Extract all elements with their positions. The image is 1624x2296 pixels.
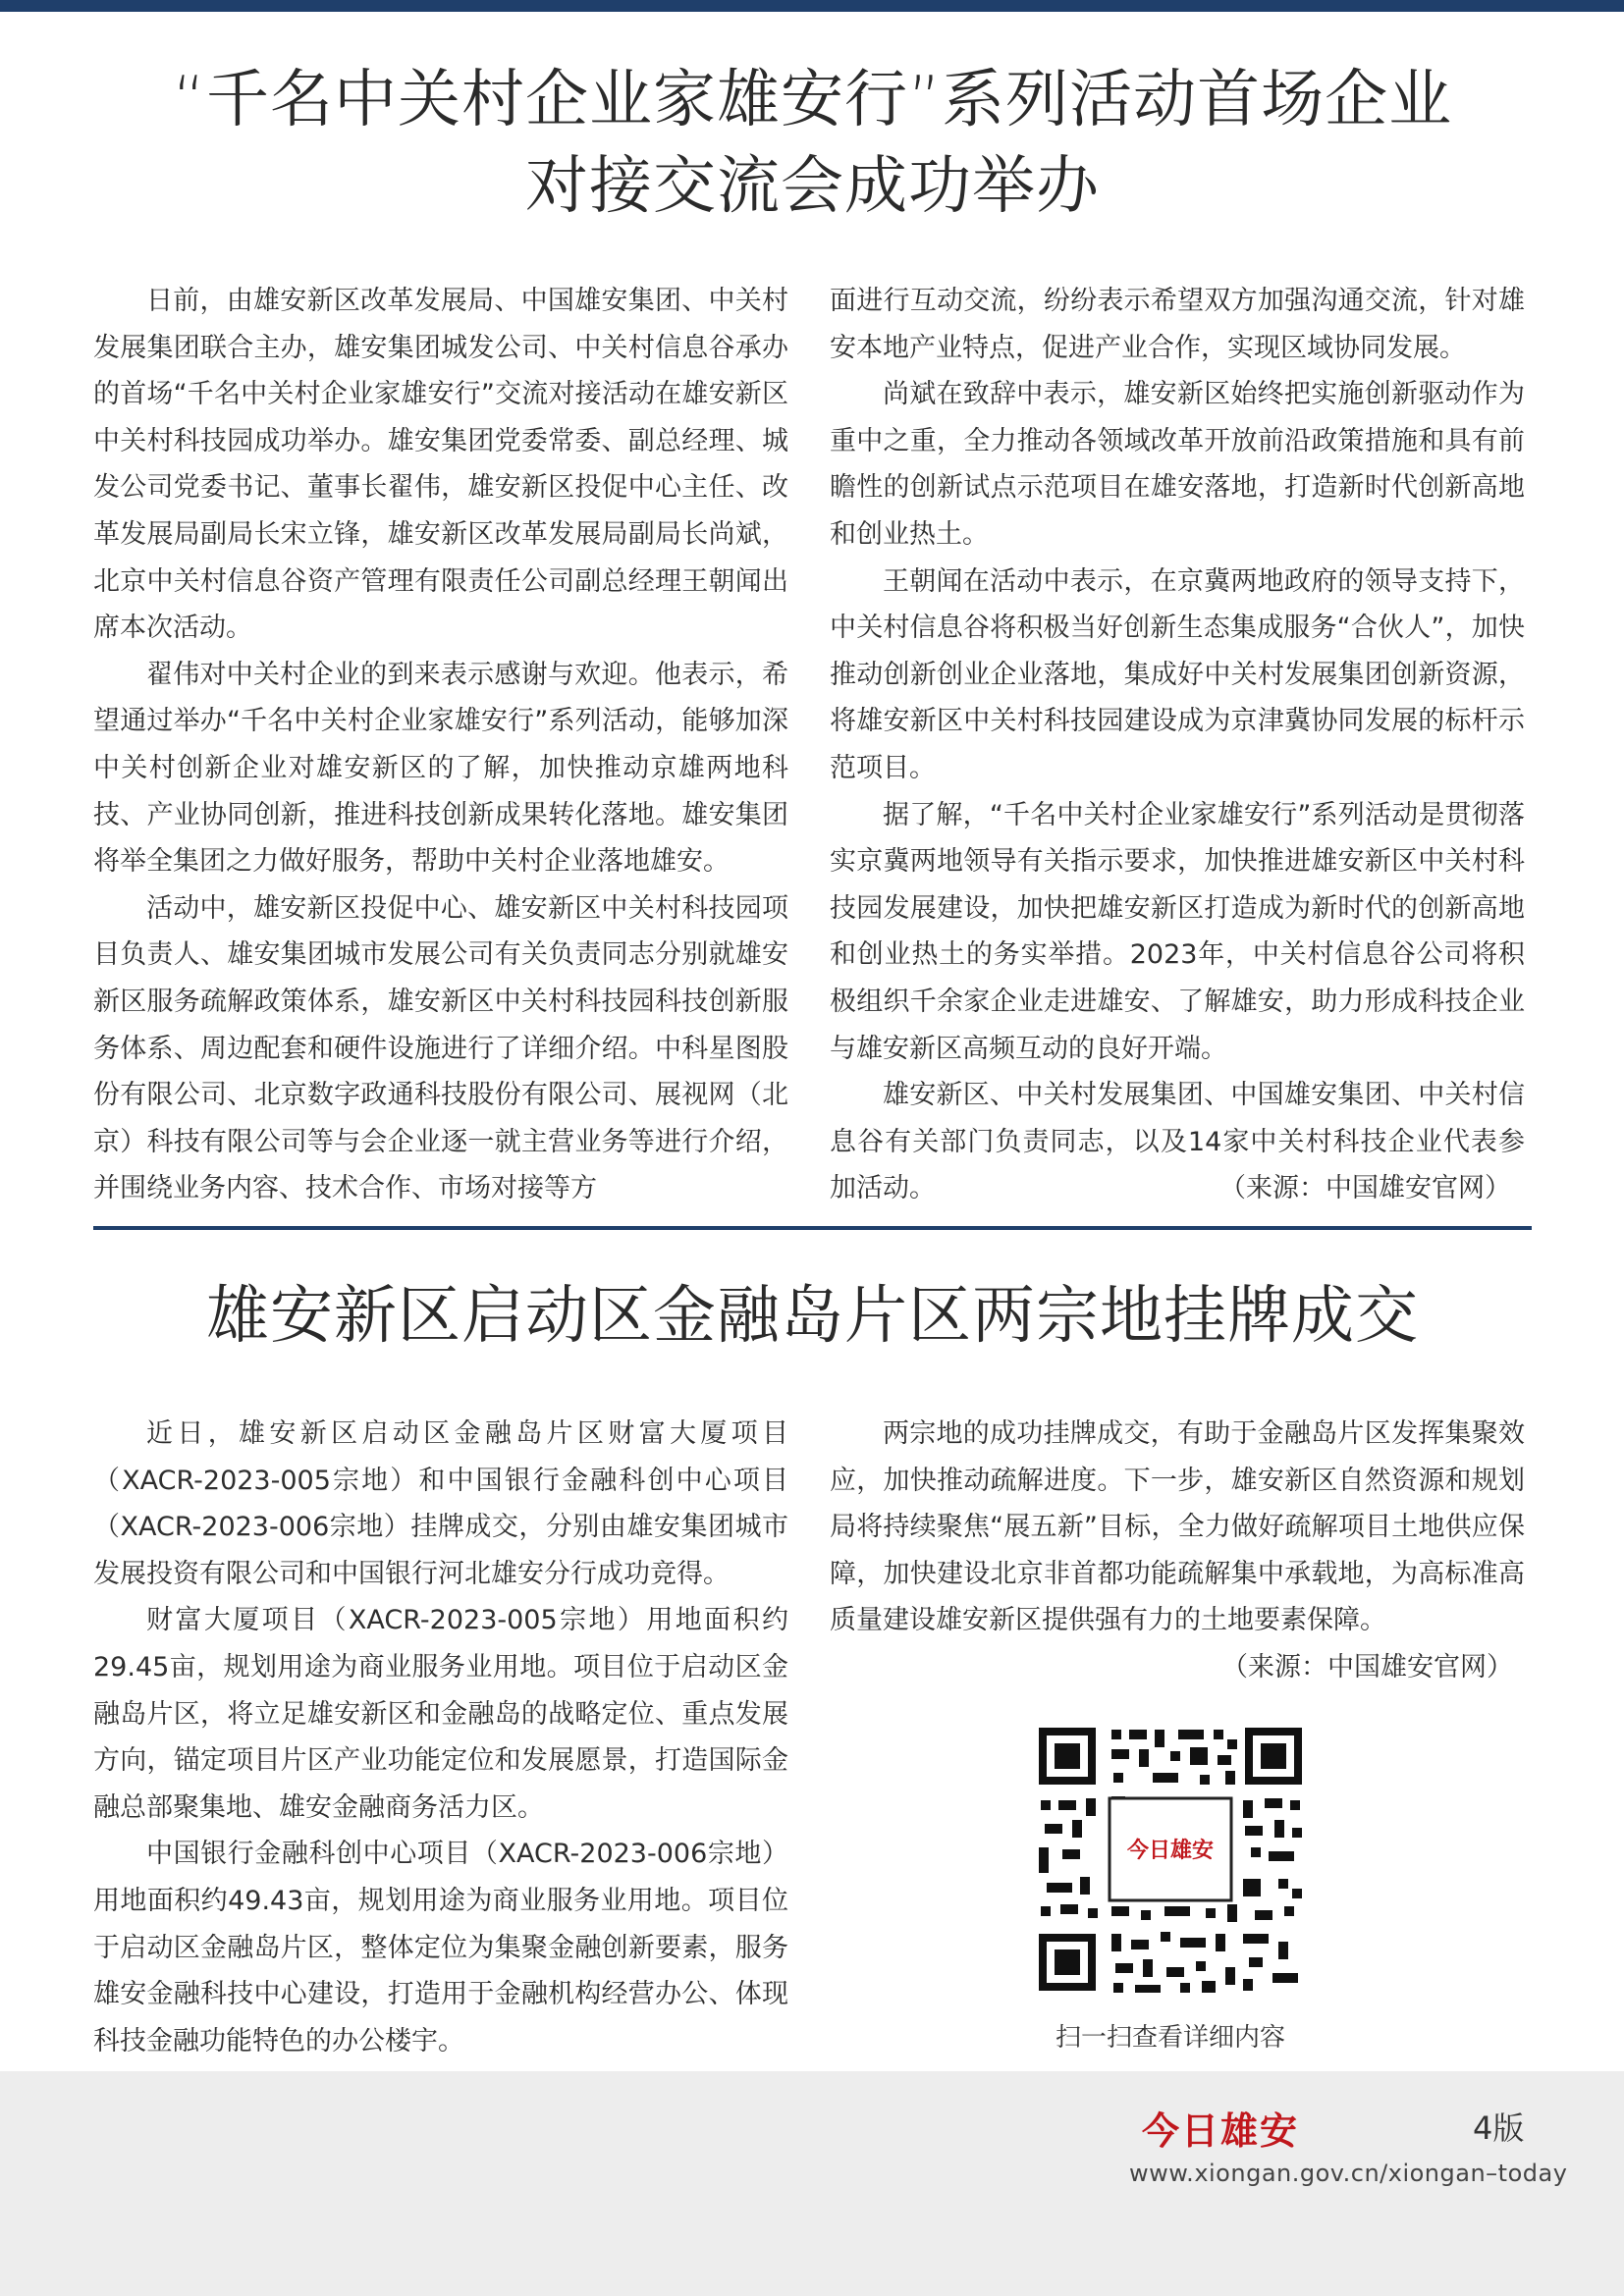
article2-headline: 雄安新区启动区金融岛片区两宗地挂牌成交 (206, 1280, 1419, 1353)
article1-right-column (830, 278, 1525, 1212)
article2-paragraph: 两宗地的成功挂牌成交，有助于金融岛片区发挥集聚效应，加快推动疏解进度。下一步，雄安新区自然资源和规划局将持续聚焦“展五新”目标，全力做好疏解项目土地供应保障，加快建设北京非首都功能疏解集中承载地，为高标准高质量建设雄安新区提供强有力的土地要素保障。 (830, 1418, 1525, 1636)
qr-code[interactable] (1033, 1722, 1308, 1997)
qr-center-label: 今日雄安 (1126, 1838, 1215, 1863)
article2-left-column (93, 1411, 788, 2064)
qr-caption: 扫一扫查看详细内容 (1055, 2023, 1285, 2053)
qr-code-icon (1033, 1722, 1308, 1997)
article1-paragraph: 王朝闻在活动中表示，在京冀两地政府的领导支持下，中关村信息谷将积极当好创新生态集成服务“合伙人”，加快推动创新创业企业落地，集成好中关村发展集团创新资源，将雄安新区中关村科技园建设成为京津冀协同发展的标杆示范项目。 (830, 565, 1525, 783)
article1-paragraph: 据了解，“千名中关村企业家雄安行”系列活动是贯彻落实京冀两地领导有关指示要求，加快推进雄安新区中关村科技园发展建设，加快把雄安新区打造成为新时代的创新高地和创业热土的务实举措。2023年，中关村信息谷公司将积极组织千余家企业走进雄安、了解雄安，助力形成科技企业与雄安新区高频互动的良好开端。 (830, 799, 1525, 1064)
article2-paragraph: 近日，雄安新区启动区金融岛片区财富大厦项目（XACR-2023-005宗地）和中国银行金融科创中心项目（XACR-2023-006宗地）挂牌成交，分别由雄安集团城市发展投资有限公司和中国银行河北雄安分行成功竞得。 (93, 1418, 788, 1589)
article2-paragraph: 财富大厦项目（XACR-2023-005宗地）用地面积约29.45亩，规划用途为商业服务业用地。项目位于启动区金融岛片区，将立足雄安新区和金融岛的战略定位、重点发展方向，锚定项目片区产业功能定位和发展愿景，打造国际金融总部聚集地、雄安金融商务活力区。 (93, 1605, 788, 1823)
section-divider (93, 1226, 1532, 1230)
article1-headline (93, 57, 1532, 230)
article1-title-line1: “千名中关村企业家雄安行”系列活动首场企业 (172, 64, 1453, 136)
article1-left-column (93, 278, 788, 1212)
article1-paragraph-text: 雄安新区、中关村发展集团、中国雄安集团、中关村信息谷有关部门负责同志，以及14家中关村科技企业代表参加活动。 (830, 1080, 1525, 1204)
article2-source: （来源：中国雄安官网） (1221, 1651, 1513, 1682)
page-number: 4版 (1473, 2109, 1525, 2147)
site-url-link[interactable]: www.xiongan.gov.cn/xiongan–today (1129, 2160, 1568, 2187)
article2-right-column (830, 1411, 1525, 1691)
publication-logo: 今日雄安 (1142, 2109, 1300, 2153)
article2-paragraph: 中国银行金融科创中心项目（XACR-2023-006宗地）用地面积约49.43亩，规划用途为商业服务业用地。项目位于启动区金融岛片区，整体定位为集聚金融创新要素，服务雄安金融科技中心建设，打造用于金融机构经营办公、体现科技金融功能特色的办公楼宇。 (93, 1839, 788, 2056)
article1-paragraph: 日前，由雄安新区改革发展局、中国雄安集团、中关村发展集团联合主办，雄安集团城发公司、中关村信息谷承办的首场“千名中关村企业家雄安行”交流对接活动在雄安新区中关村科技园成功举办。雄安集团党委常委、副总经理、城发公司党委书记、董事长翟伟，雄安新区投促中心主任、改革发展局副局长宋立锋，雄安新区改革发展局副局长尚斌，北京中关村信息谷资产管理有限责任公司副总经理王朝闻出席本次活动。 (93, 286, 788, 644)
top-accent-bar (0, 0, 1624, 12)
article1-paragraph-continued: 面进行互动交流，纷纷表示希望双方加强沟通交流，针对雄安本地产业特点，促进产业合作，实现区域协同发展。 (830, 286, 1525, 363)
article1-last-paragraph (830, 1072, 1525, 1212)
article1-title-line2: 对接交流会成功举办 (525, 150, 1100, 223)
article1-paragraph: 翟伟对中关村企业的到来表示感谢与欢迎。他表示，希望通过举办“千名中关村企业家雄安行”系列活动，能够加深中关村创新企业对雄安新区的了解，加快推动京雄两地科技、产业协同创新，推进科技创新成果转化落地。雄安集团将举全集团之力做好服务，帮助中关村企业落地雄安。 (93, 659, 788, 878)
article1-paragraph: 尚斌在致辞中表示，雄安新区始终把实施创新驱动作为重中之重，全力推动各领域改革开放前沿政策措施和具有前瞻性的创新试点示范项目在雄安落地，打造新时代创新高地和创业热土。 (830, 379, 1525, 550)
article1-paragraph: 活动中，雄安新区投促中心、雄安新区中关村科技园项目负责人、雄安集团城市发展公司有关负责同志分别就雄安新区服务疏解政策体系，雄安新区中关村科技园科技创新服务体系、周边配套和硬件设施进行了详细介绍。中科星图股份有限公司、北京数字政通科技股份有限公司、展视网（北京）科技有限公司等与会企业逐一就主营业务等进行介绍，并围绕业务内容、技术合作、市场对接等方 (93, 892, 788, 1204)
article1-source: （来源：中国雄安官网） (1219, 1173, 1511, 1204)
